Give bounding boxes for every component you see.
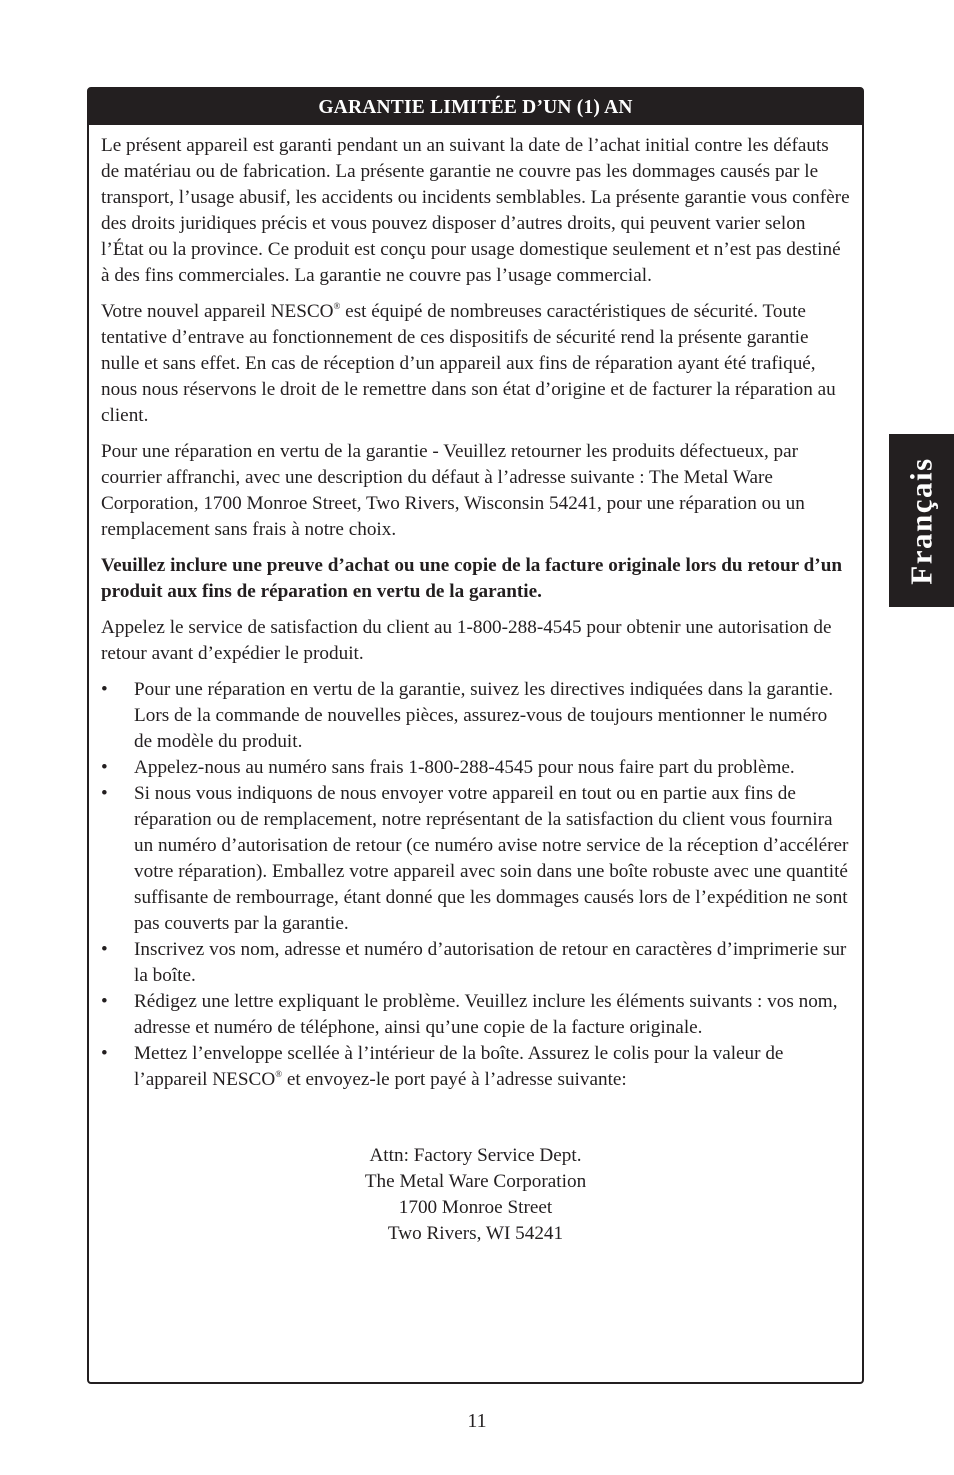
warranty-paragraph-repair: Pour une réparation en vertu de la garantie - Veuillez retourner les produits défectueux, par courrier affranchi, avec une description du défaut à l’adresse suivante : The Metal Ware Corporation, 1700 Monroe Street, Two Rivers, Wisconsin 54241, pour une réparation ou un remplacement sans frais à notre choix. [101, 441, 805, 540]
language-tab [889, 434, 954, 607]
bullet-icon: • [101, 679, 108, 700]
address-line: Two Rivers, WI 54241 [387, 1223, 564, 1244]
warranty-title: GARANTIE LIMITÉE D’UN (1) AN [318, 97, 633, 118]
list-item-text: Appelez-nous au numéro sans frais 1-800-288-4545 pour nous faire part du problème. [134, 757, 795, 778]
address-line: The Metal Ware Corporation [364, 1171, 587, 1192]
list-item [101, 677, 850, 755]
list-item-text: Pour une réparation en vertu de la garantie, suivez les directives indiquées dans la garantie. Lors de la commande de nouvelles pièces, assurez-vous de toujours mentionner le numéro de modèle du produit. [134, 679, 834, 752]
list-item-text: Rédigez une lettre expliquant le problème. Veuillez inclure les éléments suivants : vos nom, adresse et numéro de téléphone, ainsi qu’une copie de la facture originale. [134, 991, 838, 1038]
page-number: 11 [467, 1410, 487, 1432]
list-item-text-start: Mettez l’enveloppe scellée à l’intérieur de la boîte. Assurez le colis pour la valeur de l’appareil NESCO [134, 1043, 784, 1090]
registered-mark: ® [333, 301, 341, 311]
list-item [101, 937, 850, 989]
bullet-icon: • [101, 1043, 108, 1064]
registered-mark: ® [275, 1069, 283, 1079]
list-item [101, 989, 850, 1041]
list-item [101, 1041, 850, 1093]
address-line: 1700 Monroe Street [398, 1197, 553, 1218]
warranty-content [89, 125, 862, 1247]
list-item-text-end: et envoyez-le port payé à l’adresse suivante: [282, 1069, 627, 1090]
mailing-address [101, 1143, 850, 1247]
bullet-icon: • [101, 991, 108, 1012]
safety-text-start: Votre nouvel appareil NESCO [101, 301, 334, 322]
list-item [101, 781, 850, 937]
language-tab-label: Français [903, 456, 939, 585]
warranty-paragraph-coverage: Le présent appareil est garanti pendant un an suivant la date de l’achat initial contre les défauts de matériau ou de fabrication. La présente garantie ne couvre pas les dommages causés par le transport, l’usage abusif, les accidents ou incidents semblables. La présente garantie vous confère des droits juridiques précis et vous pouvez disposer d’autres droits, qui peuvent varier selon l’État ou la province. Ce produit est conçu pour usage domestique seulement et n’est pas destiné à des fins commerciales. La garantie ne couvre pas l’usage commercial. [101, 135, 850, 286]
warranty-paragraph-proof-of-purchase: Veuillez inclure une preuve d’achat ou une copie de la facture originale lors du retour d’un produit aux fins de réparation en vertu de la garantie. [101, 555, 843, 602]
warranty-frame [87, 87, 864, 1384]
bullet-icon: • [101, 783, 108, 804]
warranty-paragraph-safety [101, 299, 850, 429]
warranty-header [89, 89, 862, 125]
list-item-text: Si nous vous indiquons de nous envoyer votre appareil en tout ou en partie aux fins de réparation ou de remplacement, notre représentant de la satisfaction du client vous fournira un numéro d’autorisation de retour (ce numéro avise notre service de la réception d’accélérer votre réparation). Emballez votre appareil avec soin dans une boîte robuste avec une quantité suffisante de rembourrage, étant donné que les dommages causés lors de l’expédition ne sont pas couverts par la garantie. [134, 783, 849, 934]
list-item-text: Inscrivez vos nom, adresse et numéro d’autorisation de retour en caractères d’imprimerie sur la boîte. [134, 939, 847, 986]
warranty-paragraph-call-service: Appelez le service de satisfaction du client au 1-800-288-4545 pour obtenir une autorisation de retour avant d’expédier le produit. [101, 617, 832, 664]
instructions-list [101, 677, 850, 1093]
bullet-icon: • [101, 757, 108, 778]
bullet-icon: • [101, 939, 108, 960]
list-item [101, 755, 850, 781]
address-line: Attn: Factory Service Dept. [369, 1145, 582, 1166]
safety-text-end: est équipé de nombreuses caractéristiques de sécurité. Toute tentative d’entrave au fonctionnement de ces dispositifs de sécurité rend la présente garantie nulle et sans effet. En cas de réception d’un appareil aux fins de réparation ayant été trafiqué, nous nous réservons le droit de le remettre dans son état d’origine et de facturer la réparation au client. [101, 301, 836, 426]
